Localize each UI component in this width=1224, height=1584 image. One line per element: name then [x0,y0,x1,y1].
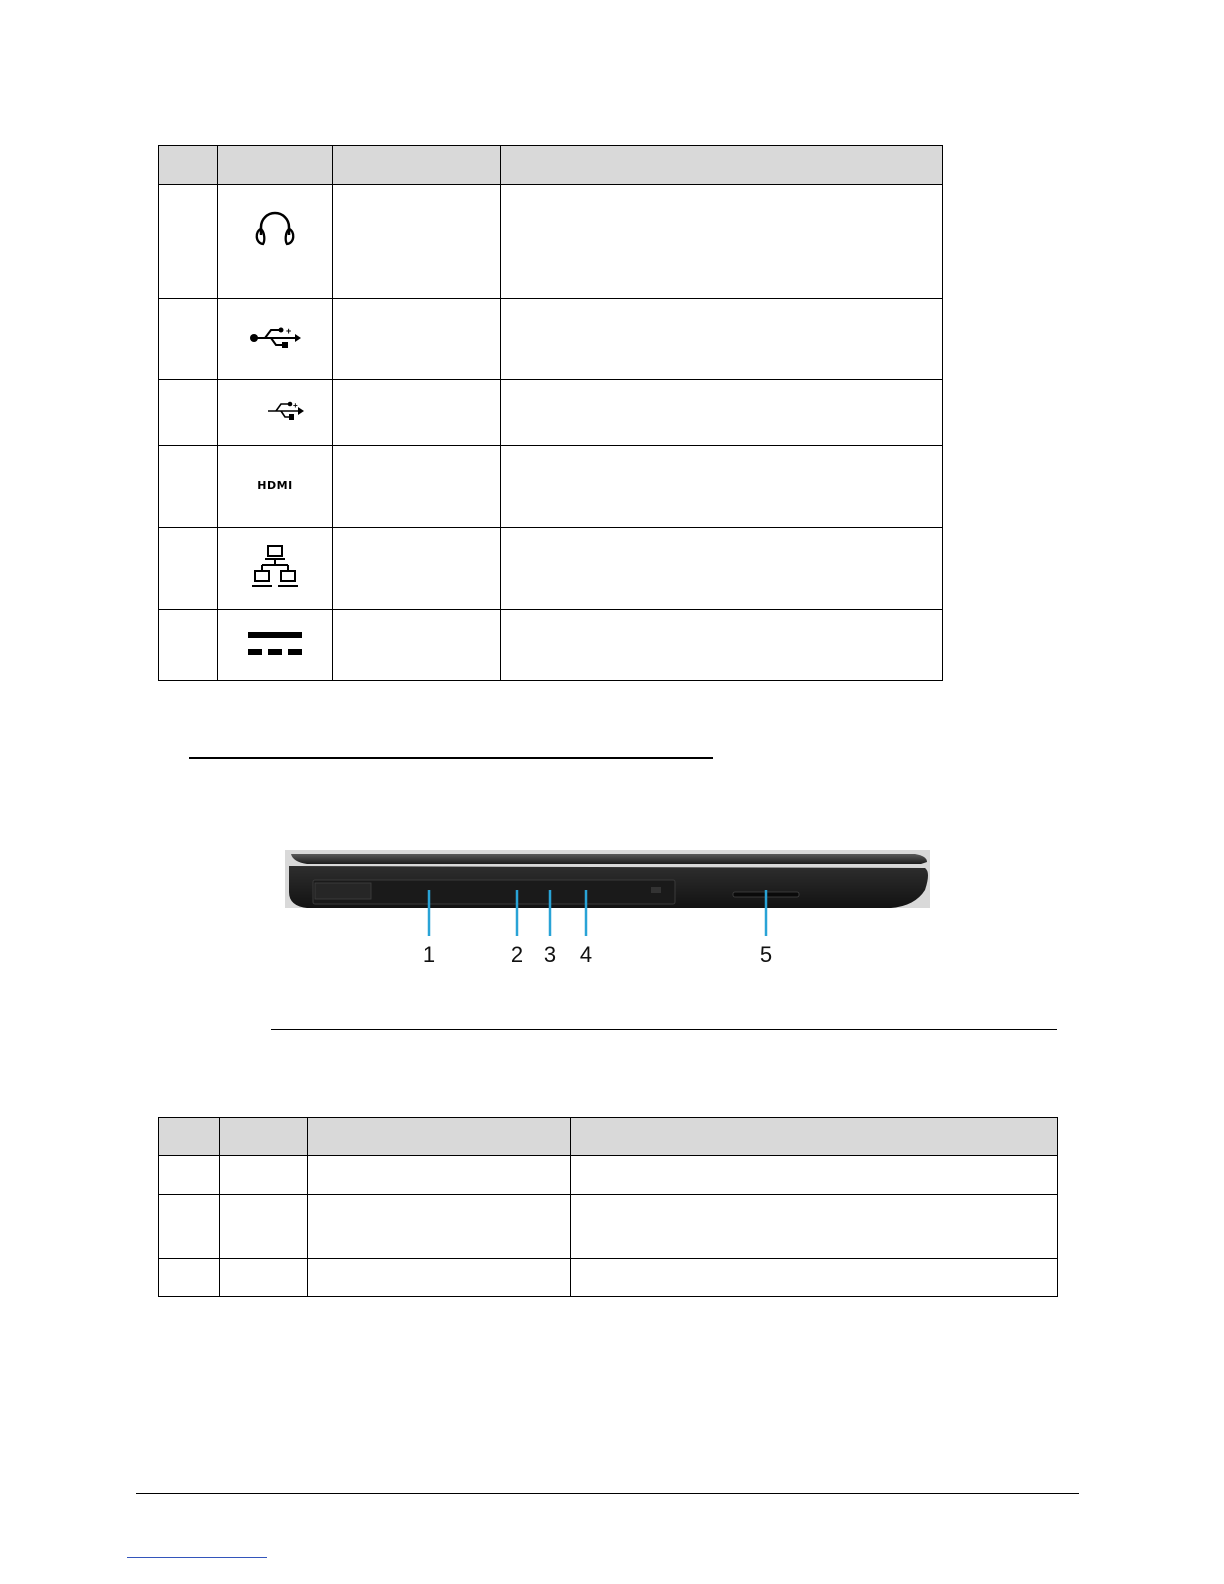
header-cell [220,1118,308,1156]
ports-table [158,145,943,681]
header-cell [571,1118,1058,1156]
footer-link-underline [127,1557,267,1558]
usb-icon [266,399,304,423]
table-row [159,185,943,299]
header-cell [308,1118,571,1156]
table-header-row [159,1118,1058,1156]
second-table [158,1117,1058,1297]
section-heading-underline [189,757,713,759]
side-view-figure [285,850,930,970]
callout-label-1: 1 [422,942,436,967]
dc-power-icon [246,629,304,659]
table-row [159,380,943,446]
callout-label-2: 2 [510,942,524,967]
table-row [159,610,943,681]
svg-text:+: + [293,401,298,410]
callout-label-4: 4 [579,942,593,967]
header-cell [501,146,943,185]
header-cell [333,146,501,185]
table-row [159,1156,1058,1195]
network-icon [250,544,300,590]
svg-text:+: + [286,325,292,336]
callout-labels [423,942,772,967]
usb-powered-icon [249,325,301,351]
laptop-lid [291,854,927,864]
headphone-icon [251,205,299,247]
table-row [159,1259,1058,1297]
hdmi-icon [247,477,303,493]
table-row [159,528,943,610]
header-cell [159,146,218,185]
svg-text:HDMI: HDMI [257,479,293,492]
footer-rule [136,1493,1079,1494]
table-row [159,1195,1058,1259]
header-cell [159,1118,220,1156]
callout-label-3: 3 [543,942,557,967]
table-header-row [159,146,943,185]
table-row [159,446,943,528]
caption-underline [271,1029,1057,1030]
callout-label-5: 5 [759,942,773,967]
header-cell [218,146,333,185]
table-row [159,299,943,380]
